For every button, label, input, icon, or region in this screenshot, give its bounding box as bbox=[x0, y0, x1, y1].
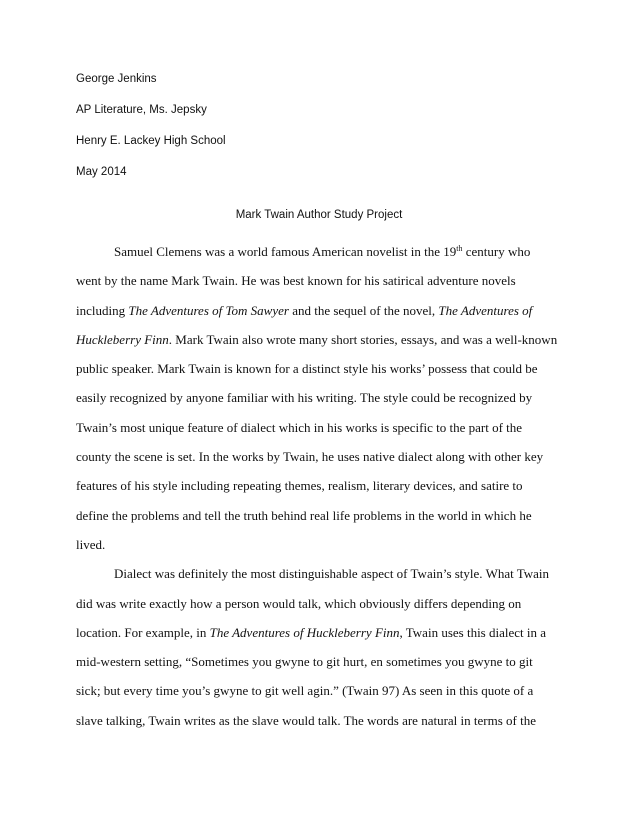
course-info: AP Literature, Ms. Jepsky bbox=[76, 104, 207, 116]
document-body bbox=[76, 244, 566, 742]
paragraph-line: did was write exactly how a person would talk, which obviously differs depending on bbox=[76, 595, 522, 611]
book-title: The Adventures of Tom Sawyer bbox=[128, 302, 289, 318]
book-title: Huckleberry Finn bbox=[76, 331, 169, 347]
document-date: May 2014 bbox=[76, 166, 127, 178]
paragraph-line: easily recognized by anyone familiar with his writing. The style could be recognized by bbox=[76, 390, 533, 406]
paragraph-line: slave talking, Twain writes as the slave would talk. The words are natural in terms of the bbox=[76, 712, 536, 728]
book-title: The Adventures of bbox=[438, 302, 533, 318]
paragraph-line: public speaker. Mark Twain is known for a distinct style his works’ possess that could be bbox=[76, 361, 538, 377]
paragraph-line: mid-western setting, “Sometimes you gwyne to git hurt, en sometimes you gwyne to git bbox=[76, 654, 533, 670]
paragraph-line: lived. bbox=[76, 536, 106, 552]
paragraph-line: Twain’s most unique feature of dialect which in his works is specific to the part of the bbox=[76, 419, 523, 435]
paragraph-line: define the problems and tell the truth behind real life problems in the world in which he bbox=[76, 507, 532, 523]
text-span: location. For example, in bbox=[76, 624, 210, 640]
paragraph-line bbox=[76, 303, 566, 318]
text-span: including bbox=[76, 302, 129, 318]
text-span: century who bbox=[462, 244, 531, 259]
paragraph-line: Dialect was definitely the most distinguishable aspect of Twain’s style. What Twain bbox=[114, 566, 550, 582]
superscript: th bbox=[456, 244, 463, 253]
paragraph-line bbox=[76, 625, 566, 640]
document-title: Mark Twain Author Study Project bbox=[235, 209, 403, 221]
text-span: . Mark Twain also wrote many short stories, essays, and was a well-known bbox=[168, 331, 558, 347]
text-span: and the sequel of the novel, bbox=[288, 302, 439, 318]
paragraph-line: county the scene is set. In the works by Twain, he uses native dialect along with other key bbox=[76, 449, 544, 465]
paragraph-line: went by the name Mark Twain. He was best known for his satirical adventure novels bbox=[76, 273, 516, 289]
text-span: Samuel Clemens was a world famous American novelist in the 19 bbox=[114, 244, 457, 259]
author-name: George Jenkins bbox=[76, 73, 157, 85]
text-span: , Twain uses this dialect in a bbox=[399, 624, 547, 640]
paragraph-2 bbox=[76, 566, 566, 727]
school-name: Henry E. Lackey High School bbox=[76, 135, 226, 147]
paragraph-line: sick; but every time you’s gwyne to git well agin.” (Twain 97) As seen in this quote of a bbox=[76, 683, 534, 699]
paragraph-line bbox=[76, 332, 566, 347]
paragraph-line bbox=[76, 244, 566, 259]
paragraph-line: features of his style including repeating themes, realism, literary devices, and satire to bbox=[76, 478, 523, 494]
book-title: The Adventures of Huckleberry Finn bbox=[209, 624, 400, 640]
document-header bbox=[76, 72, 576, 196]
paragraph-1 bbox=[76, 244, 566, 552]
